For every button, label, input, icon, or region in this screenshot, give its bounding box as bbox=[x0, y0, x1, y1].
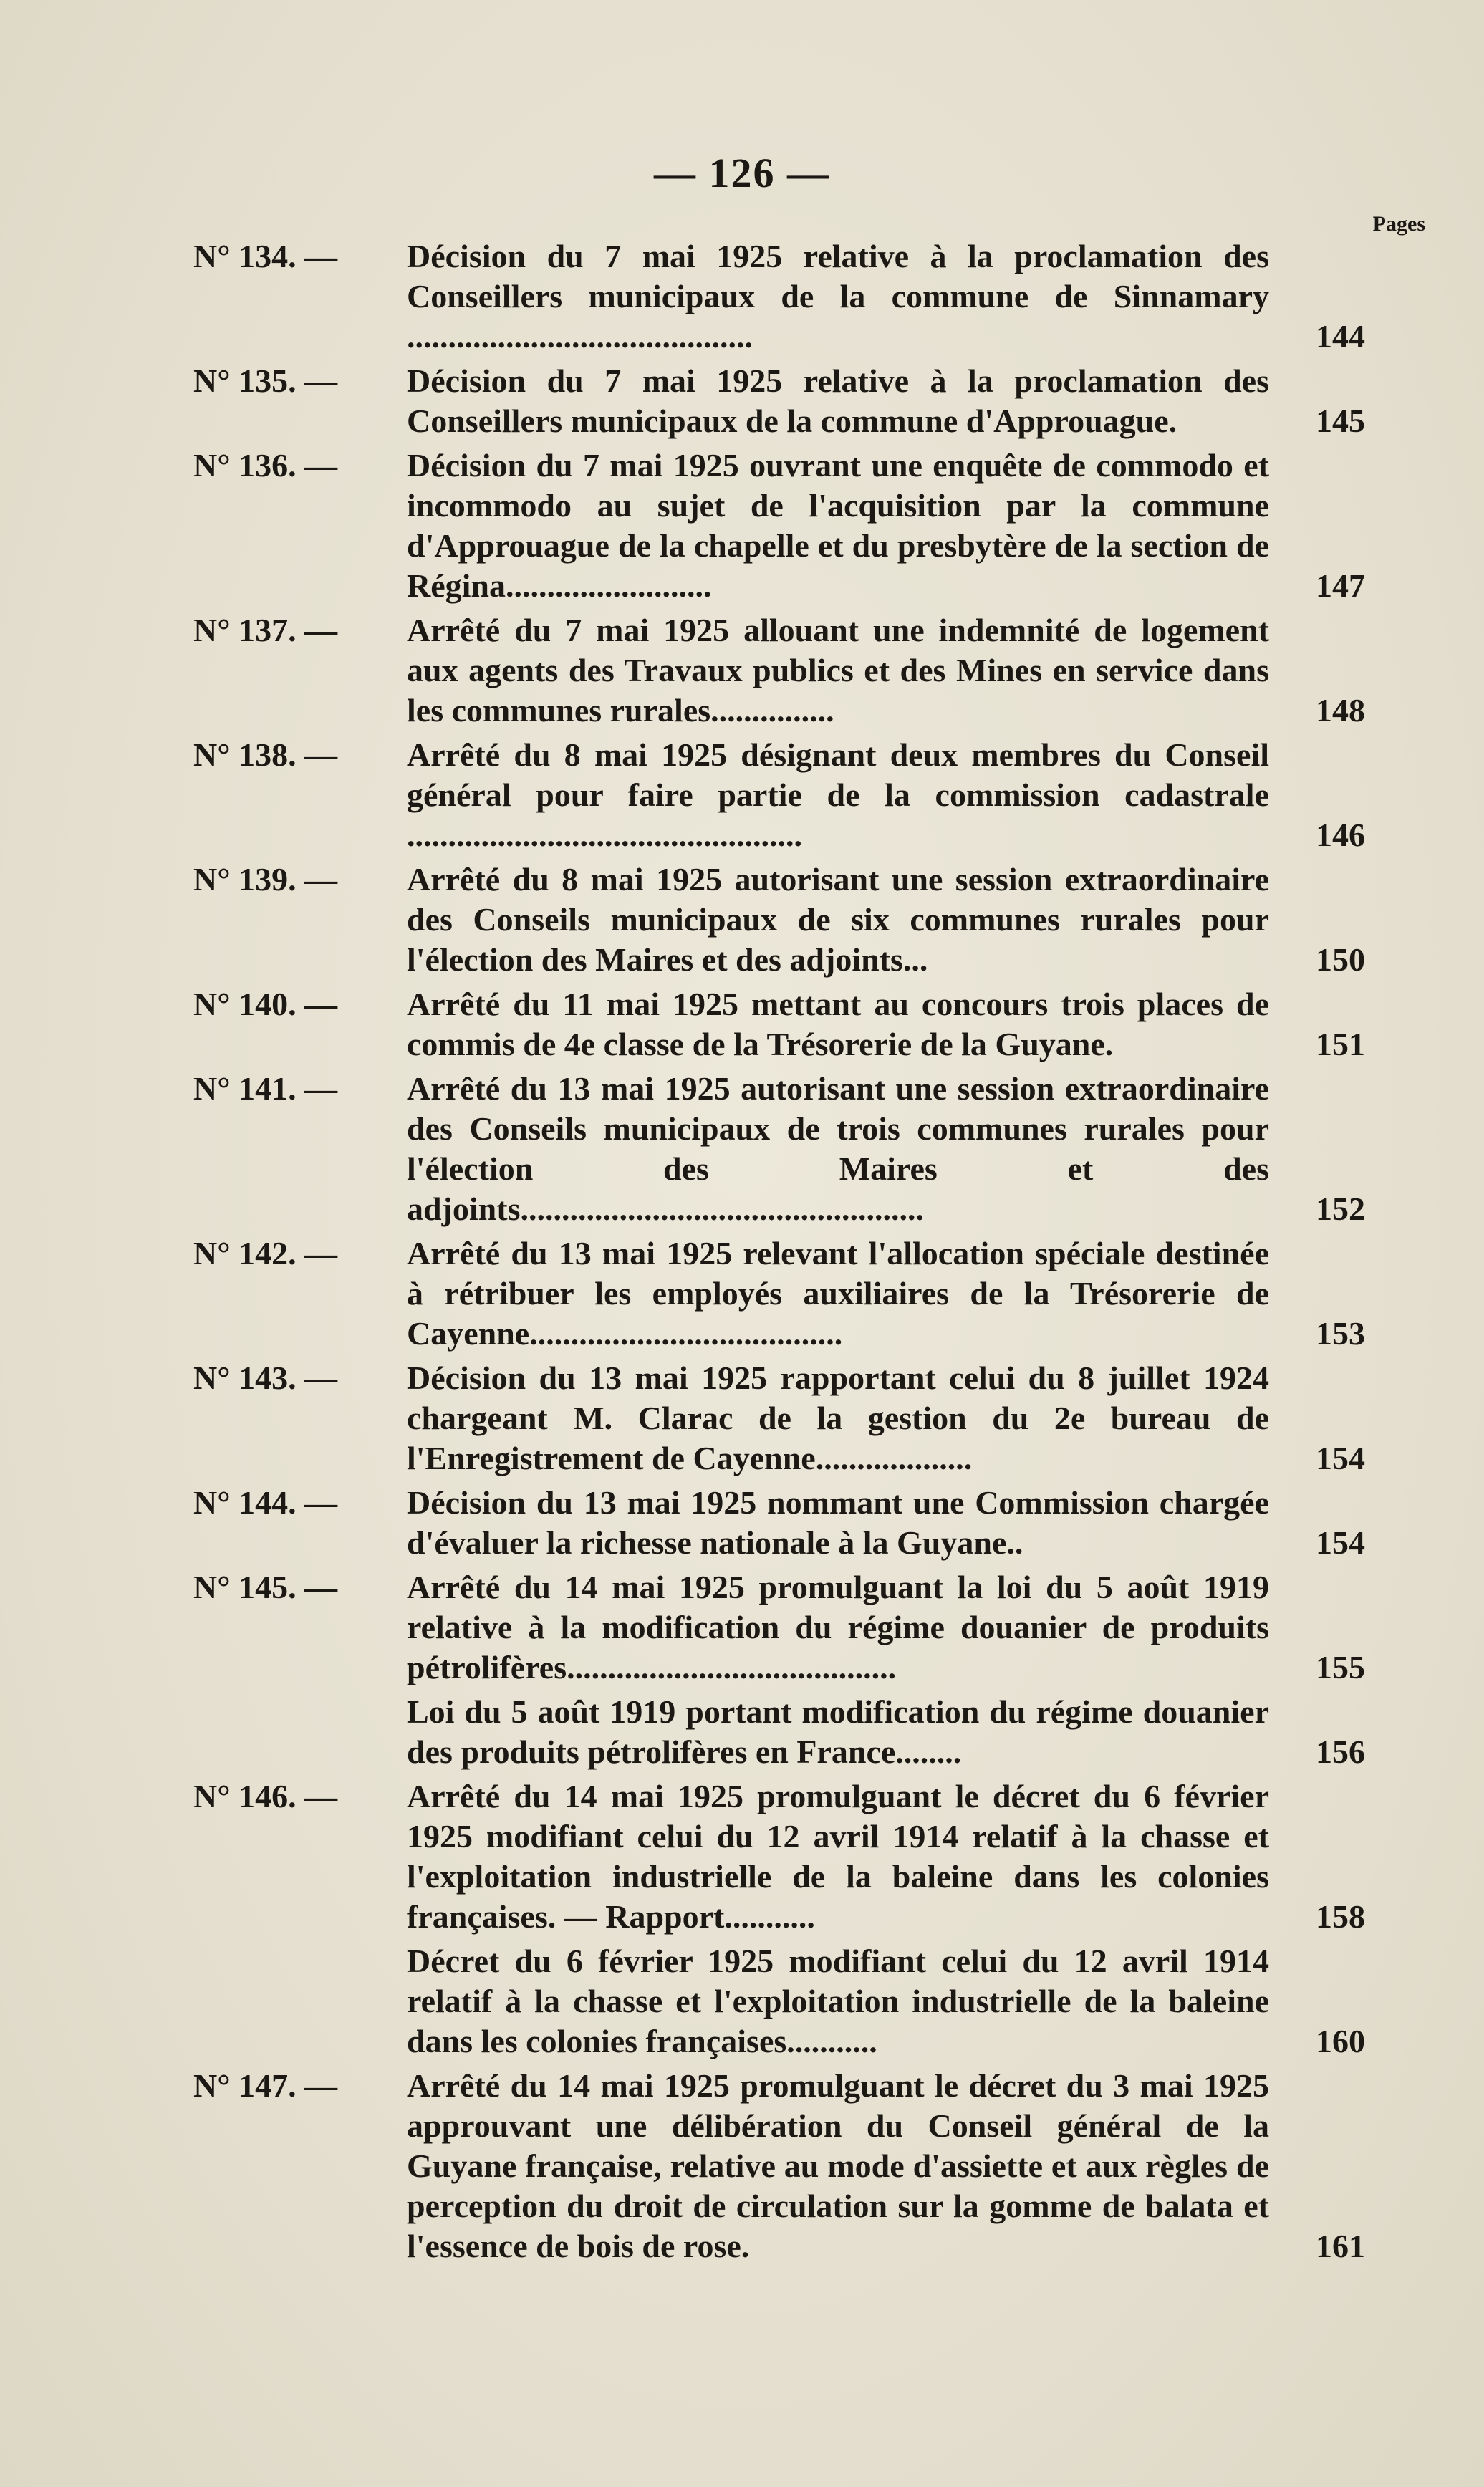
entry-page: 151 bbox=[1316, 1026, 1365, 1062]
entry-page: 158 bbox=[1316, 1898, 1365, 1935]
entry-number: N° 139. — bbox=[193, 861, 338, 898]
entry-text: Loi du 5 août 1919 portant modification du régime douanier des produits pétrolifères en France........ bbox=[407, 1693, 1269, 1770]
entry-page: 153 bbox=[1316, 1315, 1365, 1352]
toc-entry bbox=[193, 1233, 1365, 1354]
entry-page: 156 bbox=[1316, 1733, 1365, 1770]
entry-number: N° 135. — bbox=[193, 362, 338, 399]
entry-page: 145 bbox=[1316, 403, 1365, 439]
entry-page: 154 bbox=[1316, 1440, 1365, 1476]
toc-entry bbox=[193, 446, 1365, 606]
entry-number: N° 146. — bbox=[193, 1778, 338, 1814]
toc-entry bbox=[193, 361, 1365, 441]
entry-page: 150 bbox=[1316, 941, 1365, 978]
page-number: — 126 — bbox=[654, 150, 830, 196]
entry-text: Arrêté du 13 mai 1925 autorisant une session extraordinaire des Conseils municipaux de trois communes rurales pour l'élection des Maires et des adjoints................................................. bbox=[407, 1070, 1269, 1227]
entry-number: N° 143. — bbox=[193, 1360, 338, 1396]
entry-page: 154 bbox=[1316, 1524, 1365, 1561]
entry-text: Arrêté du 13 mai 1925 relevant l'allocation spéciale destinée à rétribuer les employés auxiliaires de la Trésorerie de Cayenne...................................... bbox=[407, 1235, 1269, 1352]
entry-text: Arrêté du 8 mai 1925 désignant deux membres du Conseil général pour faire partie de la commission cadastrale ................................................ bbox=[407, 736, 1269, 853]
entry-number: N° 134. — bbox=[193, 238, 338, 274]
entry-page: 147 bbox=[1316, 567, 1365, 604]
entry-number: N° 145. — bbox=[193, 1569, 338, 1605]
entry-page: 144 bbox=[1316, 318, 1365, 355]
entry-text: Arrêté du 7 mai 1925 allouant une indemnité de logement aux agents des Travaux publics et des Mines en service dans les communes rurales............... bbox=[407, 612, 1269, 728]
entry-page: 146 bbox=[1316, 817, 1365, 853]
toc-entry bbox=[193, 1692, 1365, 1772]
entry-page: 155 bbox=[1316, 1649, 1365, 1685]
entry-page: 161 bbox=[1316, 2228, 1365, 2264]
toc-entry bbox=[193, 236, 1365, 357]
toc-entry bbox=[193, 1483, 1365, 1563]
entry-page: 148 bbox=[1316, 692, 1365, 728]
entry-text: Décision du 7 mai 1925 relative à la proclamation des Conseillers municipaux de la commune d'Approuague. bbox=[407, 362, 1269, 439]
entry-number: N° 138. — bbox=[193, 736, 338, 773]
entry-number: N° 136. — bbox=[193, 447, 338, 484]
entry-number: N° 147. — bbox=[193, 2067, 338, 2104]
entry-text: Décision du 13 mai 1925 rapportant celui du 8 juillet 1924 chargeant M. Clarac de la gestion du 2e bureau de l'Enregistrement de Cayenne................... bbox=[407, 1360, 1269, 1476]
entry-text: Décision du 13 mai 1925 nommant une Commission chargée d'évaluer la richesse nationale à la Guyane.. bbox=[407, 1484, 1269, 1561]
entry-text: Arrêté du 14 mai 1925 promulguant la loi du 5 août 1919 relative à la modification du régime douanier de produits pétrolifères........................................ bbox=[407, 1569, 1269, 1685]
toc-entry bbox=[193, 1358, 1365, 1478]
table-of-contents bbox=[193, 236, 1365, 2271]
entry-number: N° 142. — bbox=[193, 1235, 338, 1271]
entry-text: Arrêté du 14 mai 1925 promulguant le décret du 6 février 1925 modifiant celui du 12 avril 1914 relatif à la chasse et l'exploitation industrielle de la baleine dans les colonies françaises. — Rapport........... bbox=[407, 1778, 1269, 1935]
entry-text: Décision du 7 mai 1925 ouvrant une enquête de commodo et incommodo au sujet de l'acquisition par la commune d'Approuague de la chapelle et du presbytère de la section de Régina......................... bbox=[407, 447, 1269, 604]
toc-entry bbox=[193, 1941, 1365, 2062]
toc-entry bbox=[193, 2066, 1365, 2266]
entry-text: Décision du 7 mai 1925 relative à la proclamation des Conseillers municipaux de la commune de Sinnamary .......................................... bbox=[407, 238, 1269, 355]
toc-entry bbox=[193, 860, 1365, 980]
entry-text: Arrêté du 14 mai 1925 promulguant le décret du 3 mai 1925 approuvant une délibération du Conseil général de la Guyane française, relative au mode d'assiette et aux règles de perception du droit de circulation sur la gomme de balata et l'essence de bois de rose. bbox=[407, 2067, 1269, 2264]
entry-text: Décret du 6 février 1925 modifiant celui du 12 avril 1914 relatif à la chasse et l'exploitation industrielle de la baleine dans les colonies françaises........... bbox=[407, 1943, 1269, 2059]
toc-entry bbox=[193, 1567, 1365, 1688]
toc-entry bbox=[193, 610, 1365, 731]
entry-number: N° 137. — bbox=[193, 612, 338, 648]
toc-entry bbox=[193, 1776, 1365, 1937]
toc-entry bbox=[193, 984, 1365, 1064]
pages-column-label: Pages bbox=[1372, 212, 1425, 236]
entry-text: Arrêté du 8 mai 1925 autorisant une session extraordinaire des Conseils municipaux de six communes rurales pour l'élection des Maires et des adjoints... bbox=[407, 861, 1269, 978]
entry-page: 152 bbox=[1316, 1190, 1365, 1227]
entry-text: Arrêté du 11 mai 1925 mettant au concours trois places de commis de 4e classe de la Trésorerie de la Guyane. bbox=[407, 986, 1269, 1062]
entry-page: 160 bbox=[1316, 2023, 1365, 2059]
entry-number: N° 141. — bbox=[193, 1070, 338, 1107]
toc-entry bbox=[193, 1069, 1365, 1229]
entry-number: N° 140. — bbox=[193, 986, 338, 1022]
toc-entry bbox=[193, 735, 1365, 855]
entry-number: N° 144. — bbox=[193, 1484, 338, 1521]
